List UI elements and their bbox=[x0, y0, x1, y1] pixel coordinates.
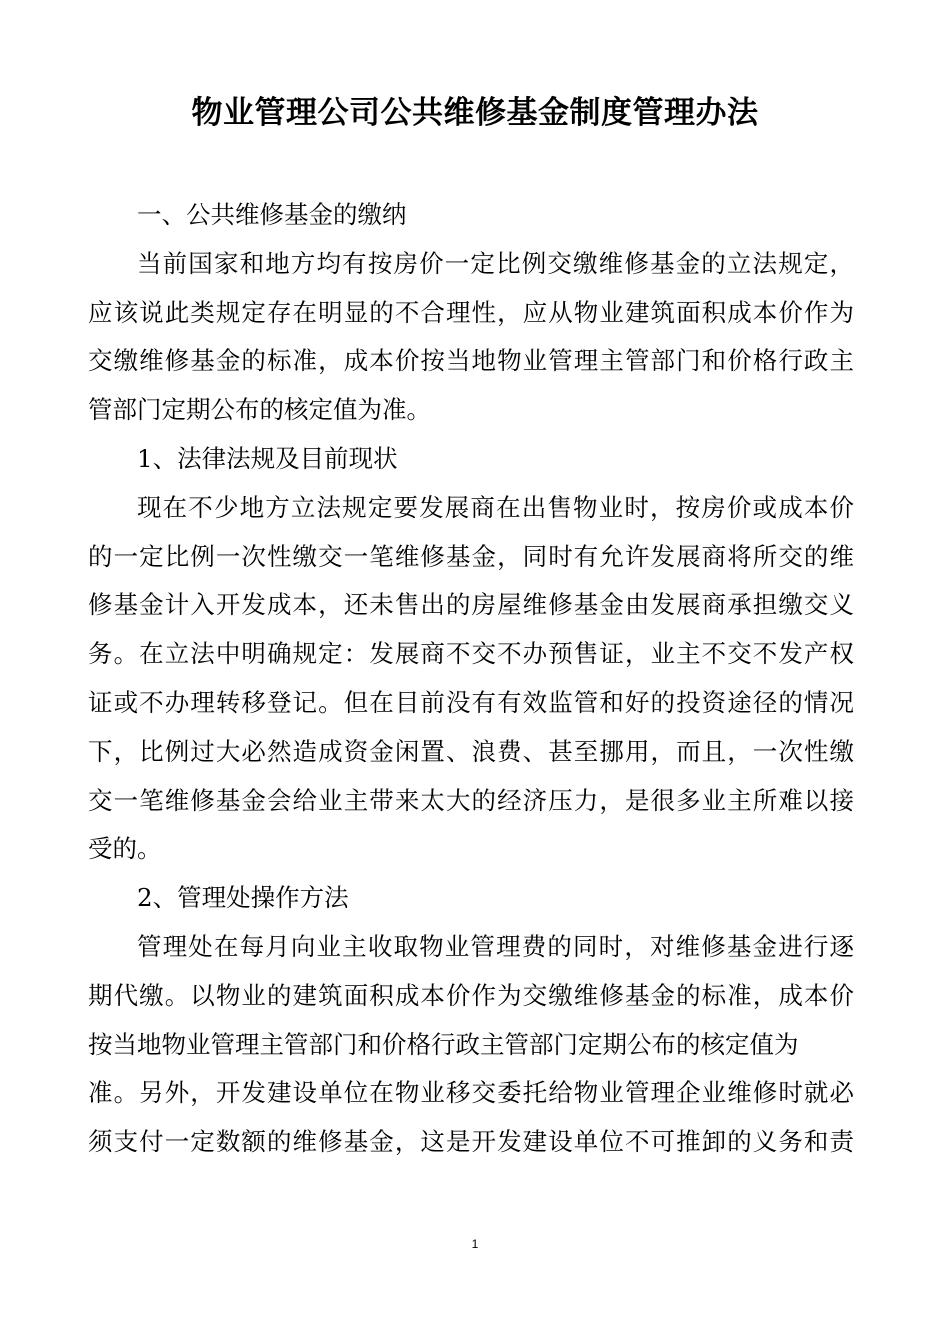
paragraph-line: 证或不办理转移登记。但在目前没有有效监管和好的投资途径的情况 bbox=[88, 687, 854, 717]
paragraph-line: 务。在立法中明确规定：发展商不交不办预售证，业主不交不发产权 bbox=[88, 639, 854, 669]
document-title: 物业管理公司公共维修基金制度管理办法 bbox=[191, 95, 759, 131]
subsection-heading: 2、管理处操作方法 bbox=[137, 883, 349, 913]
document-body bbox=[88, 191, 854, 1167]
paragraph-line: 按当地物业管理主管部门和价格行政主管部门定期公布的核定值为 bbox=[88, 1029, 799, 1059]
paragraph-line: 受的。 bbox=[88, 834, 162, 864]
paragraph-line: 管部门定期公布的核定值为准。 bbox=[88, 395, 431, 425]
paragraph-line: 下，比例过大必然造成资金闲置、浪费、甚至挪用，而且，一次性缴 bbox=[88, 736, 854, 766]
paragraph-line: 修基金计入开发成本，还未售出的房屋维修基金由发展商承担缴交义 bbox=[88, 590, 854, 620]
paragraph-line: 应该说此类规定存在明显的不合理性，应从物业建筑面积成本价作为 bbox=[88, 297, 854, 327]
paragraph-line: 的一定比例一次性缴交一笔维修基金，同时有允许发展商将所交的维 bbox=[88, 541, 854, 571]
paragraph-line: 交缴维修基金的标准，成本价按当地物业管理主管部门和价格行政主 bbox=[88, 346, 854, 376]
paragraph-line: 期代缴。以物业的建筑面积成本价作为交缴维修基金的标准，成本价 bbox=[88, 980, 854, 1010]
paragraph-line: 交一笔维修基金会给业主带来太大的经济压力，是很多业主所难以接 bbox=[88, 785, 854, 815]
paragraph-line: 管理处在每月向业主收取物业管理费的同时，对维修基金进行逐 bbox=[137, 931, 854, 961]
paragraph-line: 现在不少地方立法规定要发展商在出售物业时，按房价或成本价 bbox=[137, 492, 854, 522]
subsection-heading: 1、法律法规及目前现状 bbox=[137, 443, 398, 473]
paragraph-line: 准。另外，开发建设单位在物业移交委托给物业管理企业维修时就必 bbox=[88, 1078, 854, 1108]
section-heading: 一、公共维修基金的缴纳 bbox=[137, 200, 407, 229]
page-number: 1 bbox=[471, 1237, 479, 1251]
paragraph-line: 须支付一定数额的维修基金，这是开发建设单位不可推卸的义务和责 bbox=[88, 1127, 854, 1157]
paragraph-line: 当前国家和地方均有按房价一定比例交缴维修基金的立法规定， bbox=[137, 248, 854, 278]
